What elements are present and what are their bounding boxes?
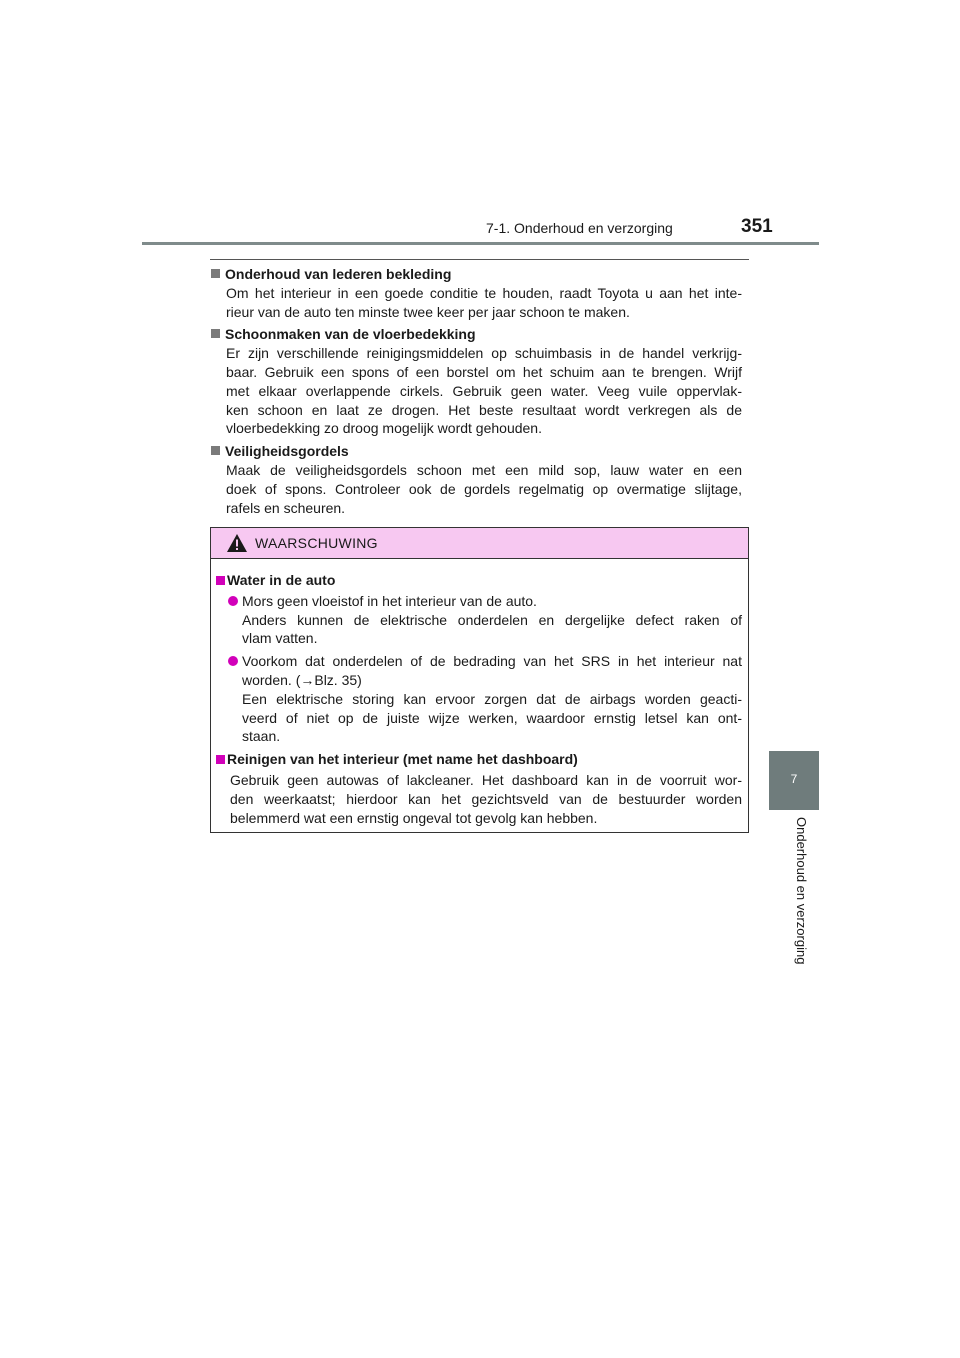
main-content (210, 265, 748, 521)
section-heading: Schoonmaken van de vloerbedekking (210, 325, 748, 344)
section-leather-care (210, 265, 748, 321)
header-rule (142, 242, 819, 245)
square-bullet-icon (211, 329, 220, 338)
square-bullet-icon (211, 446, 220, 455)
section-heading: Onderhoud van lederen bekleding (210, 265, 748, 284)
warning-bullet: Voorkom dat onderdelen of de bedrading van het SRS in het interieur nat worden. (→Blz. 35) Een elektrische storing kan ervoor zorgen dat de airbags worden geacti- veerd of niet op de juiste wijze werken, waardoor ernstig letsel kan ont- staan. (211, 652, 742, 746)
section-paragraph: Maak de veiligheidsgordels schoon met een mild sop, lauw water en een doek of spons. Controleer ook de gordels regelmatig op overmatige slijtage, rafels en scheuren. (226, 461, 742, 516)
warning-title: WAARSCHUWING (255, 535, 378, 551)
square-bullet-icon (216, 576, 225, 585)
square-bullet-icon (211, 269, 220, 278)
warning-section-heading: Reinigen van het interieur (met name het dashboard) (211, 750, 748, 769)
warning-paragraph: Gebruik geen autowas of lakcleaner. Het dashboard kan in de voorruit wor- den weerkaatst; hierdoor kan het gezichtsveld van de bestuurder worden belemmerd wat een ernstig ongeval tot gevolg kan hebben. (230, 771, 742, 826)
section-heading: Veiligheidsgordels (210, 442, 748, 461)
page-number: 351 (741, 216, 773, 237)
chapter-side-label: Onderhoud en verzorging (794, 817, 809, 965)
round-bullet-icon (228, 596, 238, 606)
warning-body (211, 571, 748, 827)
round-bullet-icon (228, 656, 238, 666)
warning-header (211, 528, 748, 559)
warning-box (210, 527, 749, 833)
warning-section-heading: Water in de auto (211, 571, 748, 590)
chapter-number: 7 (790, 772, 798, 786)
section-paragraph: Om het interieur in een goede conditie te houden, raadt Toyota u aan het inte- rieur van de auto ten minste twee keer per jaar schoon te maken. (226, 284, 742, 320)
section-carpet-cleaning (210, 325, 748, 438)
section-seat-belts (210, 442, 748, 517)
square-bullet-icon (216, 755, 225, 764)
warning-triangle-icon (226, 533, 248, 553)
warning-bullet: Mors geen vloeistof in het interieur van de auto. Anders kunnen de elektrische onderdelen en dergelijke defect raken of vlam vatten. (211, 592, 742, 648)
section-paragraph: Er zijn verschillende reinigingsmiddelen op schuimbasis in de handel verkrijg- baar. Gebruik een spons of een borstel om het schuim aan te brengen. Wrijf met elkaar overlappende cirkels. Gebruik geen water. Veeg vuile oppervlak- ken schoon en laat ze drogen. Het beste resultaat wordt verkregen als de vloerbedekking zo droog mogelijk wordt gehouden. (226, 345, 742, 437)
chapter-tab (769, 751, 819, 810)
content-top-rule (210, 259, 749, 260)
header-section-title: 7-1. Onderhoud en verzorging (486, 220, 673, 236)
